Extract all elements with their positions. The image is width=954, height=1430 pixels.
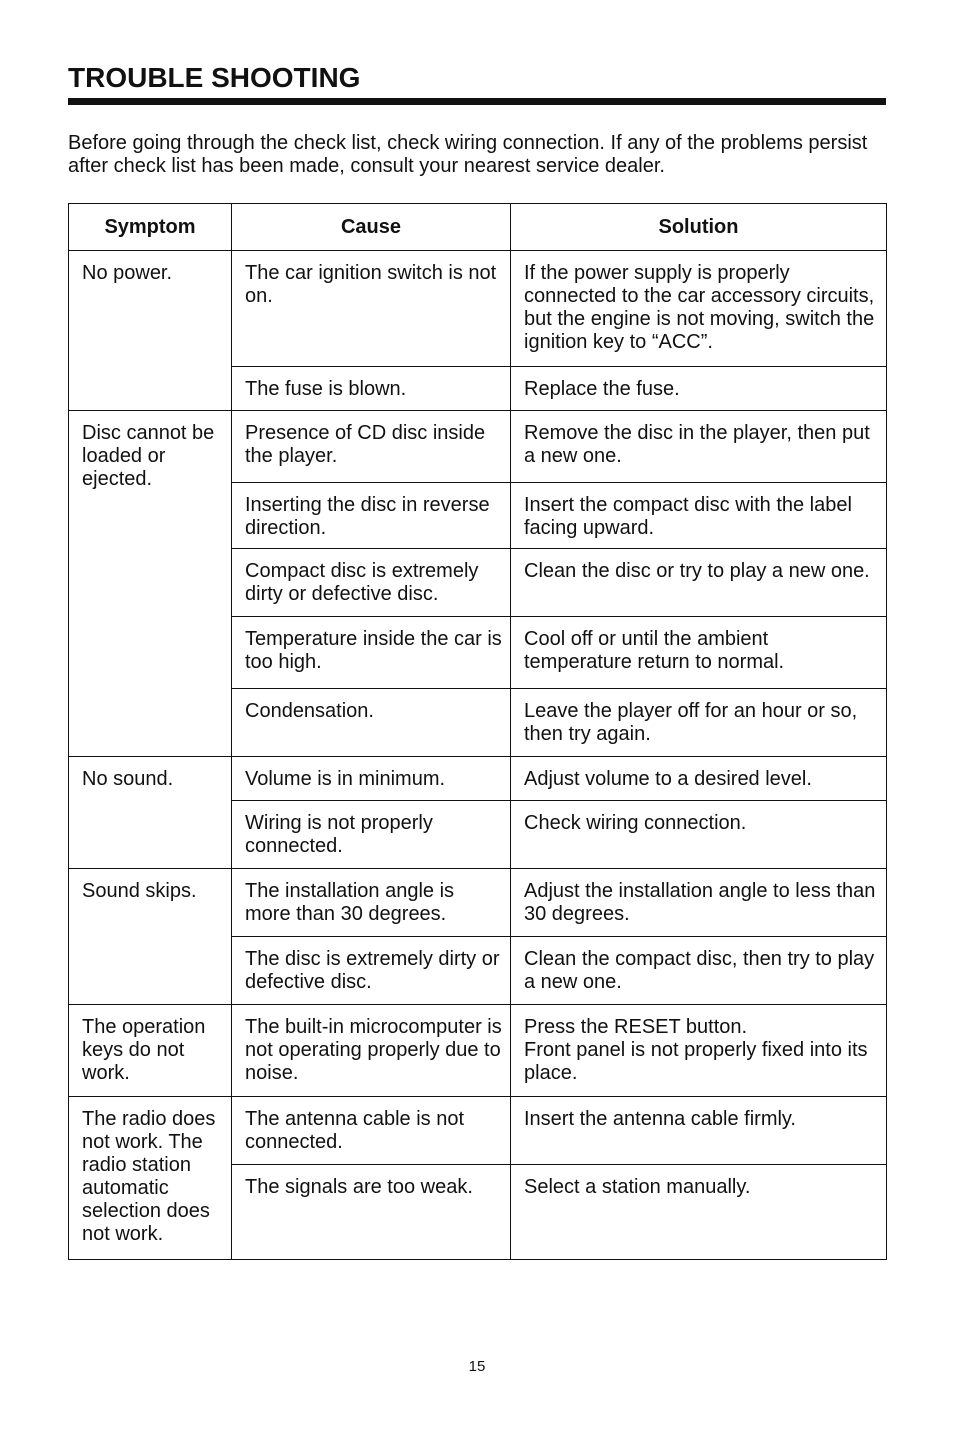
solution-cell: Insert the compact disc with the label facing upward. — [511, 483, 887, 549]
cause-cell: The car ignition switch is not on. — [232, 251, 511, 367]
symptom-cell: Disc cannot be loaded or ejected. — [69, 411, 232, 757]
cause-cell: The antenna cable is not connected. — [232, 1097, 511, 1165]
table-header-row — [69, 204, 887, 251]
page-number: 15 — [468, 1358, 486, 1375]
solution-cell: Leave the player off for an hour or so, then try again. — [511, 689, 887, 757]
table-row — [69, 1005, 887, 1097]
page-title: TROUBLE SHOOTING — [68, 62, 361, 93]
symptom-cell: Sound skips. — [69, 869, 232, 1005]
symptom-cell: The radio does not work. The radio station automatic selection does not work. — [69, 1097, 232, 1260]
table-row — [69, 251, 887, 367]
cause-cell: The fuse is blown. — [232, 367, 511, 411]
solution-cell — [511, 1005, 887, 1097]
solution-cell: Adjust volume to a desired level. — [511, 757, 887, 801]
cause-cell: The signals are too weak. — [232, 1165, 511, 1260]
solution-cell: Remove the disc in the player, then put a new one. — [511, 411, 887, 483]
table-row — [69, 757, 887, 801]
solution-cell: Adjust the installation angle to less than 30 degrees. — [511, 869, 887, 937]
title-rule — [68, 98, 886, 105]
symptom-cell: The operation keys do not work. — [69, 1005, 232, 1097]
cause-cell: Inserting the disc in reverse direction. — [232, 483, 511, 549]
cause-cell: Temperature inside the car is too high. — [232, 617, 511, 689]
solution-cell: Cool off or until the ambient temperature return to normal. — [511, 617, 887, 689]
cause-cell: Condensation. — [232, 689, 511, 757]
cause-cell: The built-in microcomputer is not operating properly due to noise. — [232, 1005, 511, 1097]
solution-cell: Check wiring connection. — [511, 801, 887, 869]
header-solution: Solution — [511, 204, 887, 251]
table-row — [69, 869, 887, 937]
solution-cell: Select a station manually. — [511, 1165, 887, 1260]
intro-paragraph: Before going through the check list, check wiring connection. If any of the problems persist after check list has been made, consult your nearest service dealer. — [68, 132, 868, 177]
cause-cell: Volume is in minimum. — [232, 757, 511, 801]
troubleshooting-table — [68, 203, 887, 1260]
header-cause: Cause — [232, 204, 511, 251]
header-symptom: Symptom — [69, 204, 232, 251]
solution-line: Press the RESET button. — [524, 1016, 748, 1038]
solution-cell: If the power supply is properly connected to the car accessory circuits, but the engine is not moving, switch the ignition key to “ACC”. — [511, 251, 887, 367]
cause-cell: The installation angle is more than 30 degrees. — [232, 869, 511, 937]
cause-cell: The disc is extremely dirty or defective disc. — [232, 937, 511, 1005]
solution-cell: Insert the antenna cable firmly. — [511, 1097, 887, 1165]
cause-cell: Presence of CD disc inside the player. — [232, 411, 511, 483]
solution-cell: Replace the fuse. — [511, 367, 887, 411]
symptom-cell: No sound. — [69, 757, 232, 869]
solution-cell: Clean the compact disc, then try to play a new one. — [511, 937, 887, 1005]
cause-cell: Wiring is not properly connected. — [232, 801, 511, 869]
symptom-cell: No power. — [69, 251, 232, 411]
solution-line: Front panel is not properly fixed into its place. — [524, 1039, 868, 1084]
cause-cell: Compact disc is extremely dirty or defective disc. — [232, 549, 511, 617]
table-row — [69, 1097, 887, 1165]
table-row — [69, 411, 887, 483]
solution-cell: Clean the disc or try to play a new one. — [511, 549, 887, 617]
